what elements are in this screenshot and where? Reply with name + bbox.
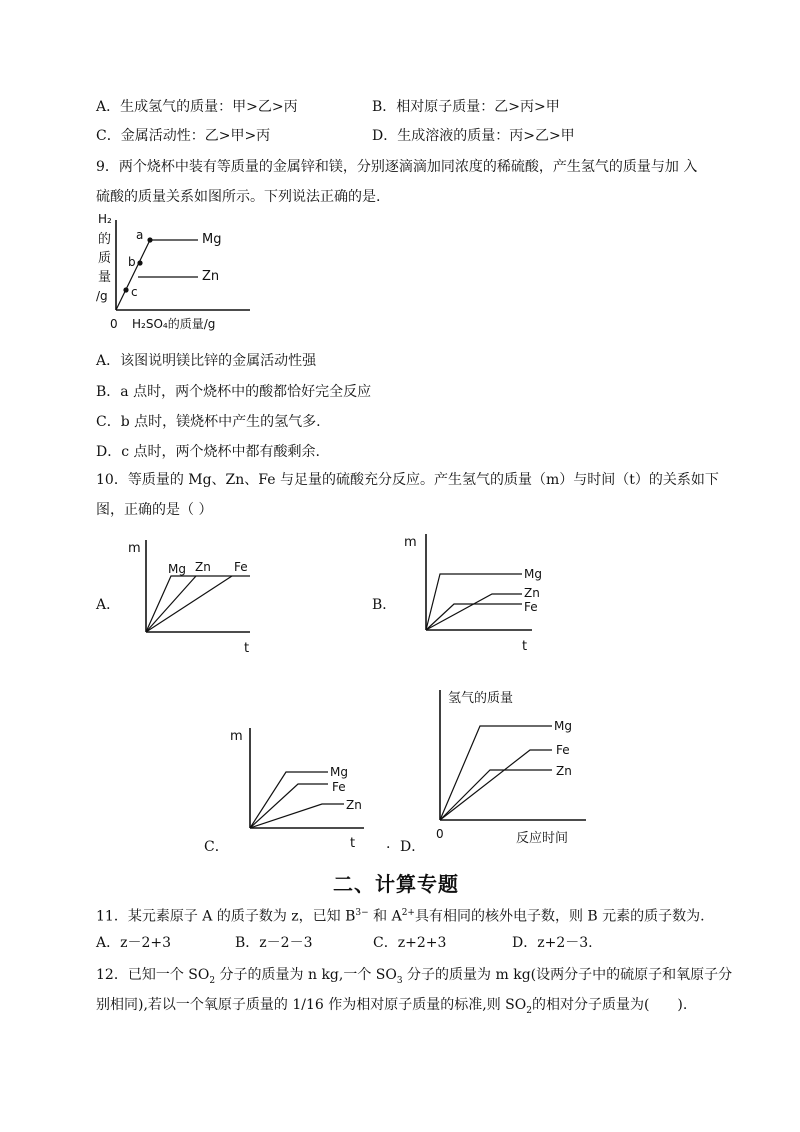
q10-graph-a [126,536,266,656]
q10-a-y-label: m [128,541,141,556]
q10-graph-d [430,684,600,848]
q9-y-label-3: 质 [98,251,112,266]
q9-point-b [137,260,142,265]
q10-stem-line1: 10．等质量的 Mg、Zn、Fe 与足量的硫酸充分反应。产生氢气的质量（m）与时间（t）的关系如下 [96,472,719,488]
q10-c-line-zn [250,804,344,828]
q9-option-b: B．a 点时，两个烧杯中的酸都恰好完全反应 [96,384,372,400]
q9-point-a [147,237,152,242]
q11-option-c: C．z+2+3 [373,935,447,951]
q9-line-mg [116,240,198,310]
q10-graph-a-label: A． [96,597,121,613]
q11-option-d: D．z+2－3. [512,935,593,951]
q10-d-line-zn [440,770,552,820]
section-title: 二、计算专题 [333,872,459,896]
q10-a-series-mg: Mg [168,562,186,576]
q9-point-c [123,287,128,292]
q10-d-series-zn: Zn [556,764,572,778]
q9-x-label: H₂SO₄的质量/g [132,317,216,331]
q10-graph-c-label: C． [204,839,229,855]
q10-c-y-label: m [230,729,243,744]
q10-c-series-fe: Fe [332,780,346,794]
q9-origin: 0 [110,317,118,331]
q10-d-line-mg [440,726,552,820]
q9-option-d: D．c 点时，两个烧杯中都有酸剩余. [96,444,320,460]
q9-stem-line1: 9．两个烧杯中装有等质量的金属锌和镁，分别逐滴滴加同浓度的稀硫酸，产生氢气的质量与加 入 [96,159,698,175]
q12-line2-post: 的相对分子质量为( ). [531,997,688,1013]
q11-stem-mid: 和 A [368,908,402,925]
q12-line2-pre: 别相同),若以一个氧原子质量的 1/16 作为相对原子质量的标准,则 SO [96,997,527,1013]
q12-line2-sub: 2 [526,1005,532,1016]
q12-sub-3: 3 [396,975,403,986]
q12-line1-pre: 12．已知一个 SO [96,967,210,983]
q10-a-x-label: t [244,641,250,656]
q10-b-series-zn: Zn [524,586,540,600]
q10-b-series-mg: Mg [524,567,542,581]
q12-line1-post: 分子的质量为 m kg(设两分子中的硫原子和氧原子分 [402,967,733,983]
q10-d-series-mg: Mg [554,719,572,733]
q9-option-c: C．b 点时，镁烧杯中产生的氢气多. [96,414,321,430]
q8-option-b: B．相对原子质量：乙>丙>甲 [372,99,560,115]
q10-c-series-zn: Zn [346,798,362,812]
q9-stem-line2: 硫酸的质量关系如图所示。下列说法正确的是. [96,189,381,205]
q9-label-b: b [128,255,136,269]
q9-series-mg: Mg [202,232,222,247]
q10-b-y-label: m [404,535,417,550]
q10-graph-d-label: D． [400,839,426,855]
q11-option-a: A．z－2+3 [96,935,172,951]
q11-a-charge: 2+ [401,908,415,918]
q12-line1 [96,966,732,990]
q10-a-line-mg [146,576,250,632]
q9-y-label-4: 量 [98,270,112,285]
q8-option-c: C．金属活动性：乙>甲>丙 [96,128,271,144]
q10-graph-c-dot: . [386,836,391,852]
q8-option-a: A．生成氢气的质量：甲>乙>丙 [96,99,298,115]
q10-graph-b-label: B． [372,597,397,613]
q9-y-label-5: /g [96,289,108,303]
q10-b-line-fe [426,594,522,630]
q9-label-a: a [136,228,144,242]
q10-b-line-zn [426,604,522,630]
q9-y-label-2: 的 [98,232,112,247]
q10-c-x-label: t [350,836,356,851]
q10-graph-b [402,530,552,654]
q11-b-charge: 3− [355,908,369,918]
q10-stem-line2: 图，正确的是（ ） [96,502,213,518]
q9-series-zn: Zn [202,269,220,284]
q10-b-series-fe: Fe [524,600,538,614]
q10-d-origin: 0 [436,827,444,841]
q9-option-a: A．该图说明镁比锌的金属活动性强 [96,353,317,369]
q10-a-series-zn: Zn [195,560,211,574]
q12-sub-2: 2 [209,975,216,986]
q10-d-line-fe [440,750,552,820]
q11-stem [96,904,705,926]
q10-c-line-mg [250,772,328,828]
q8-option-d: D．生成溶液的质量：丙>乙>甲 [372,128,575,144]
q10-d-y-label: 氢气的质量 [448,691,514,706]
q10-a-series-fe: Fe [234,560,248,574]
q10-c-series-mg: Mg [330,765,348,779]
q12-line1-mid: 分子的质量为 n kg,一个 SO [215,967,397,983]
q9-label-c: c [131,285,138,299]
q10-b-x-label: t [522,639,528,654]
q10-d-x-label: 反应时间 [516,831,569,846]
q9-graph [92,212,272,336]
q12-line2 [96,996,687,1020]
q11-stem-post: 具有相同的核外电子数，则 B 元素的质子数为. [414,908,705,925]
q11-option-b: B．z－2－3 [235,935,313,951]
q10-graph-c [228,724,378,851]
q10-d-series-fe: Fe [556,743,570,757]
q9-y-label-1: H₂ [98,212,112,226]
q11-stem-pre: 11．某元素原子 A 的质子数为 z，已知 B [96,908,356,925]
